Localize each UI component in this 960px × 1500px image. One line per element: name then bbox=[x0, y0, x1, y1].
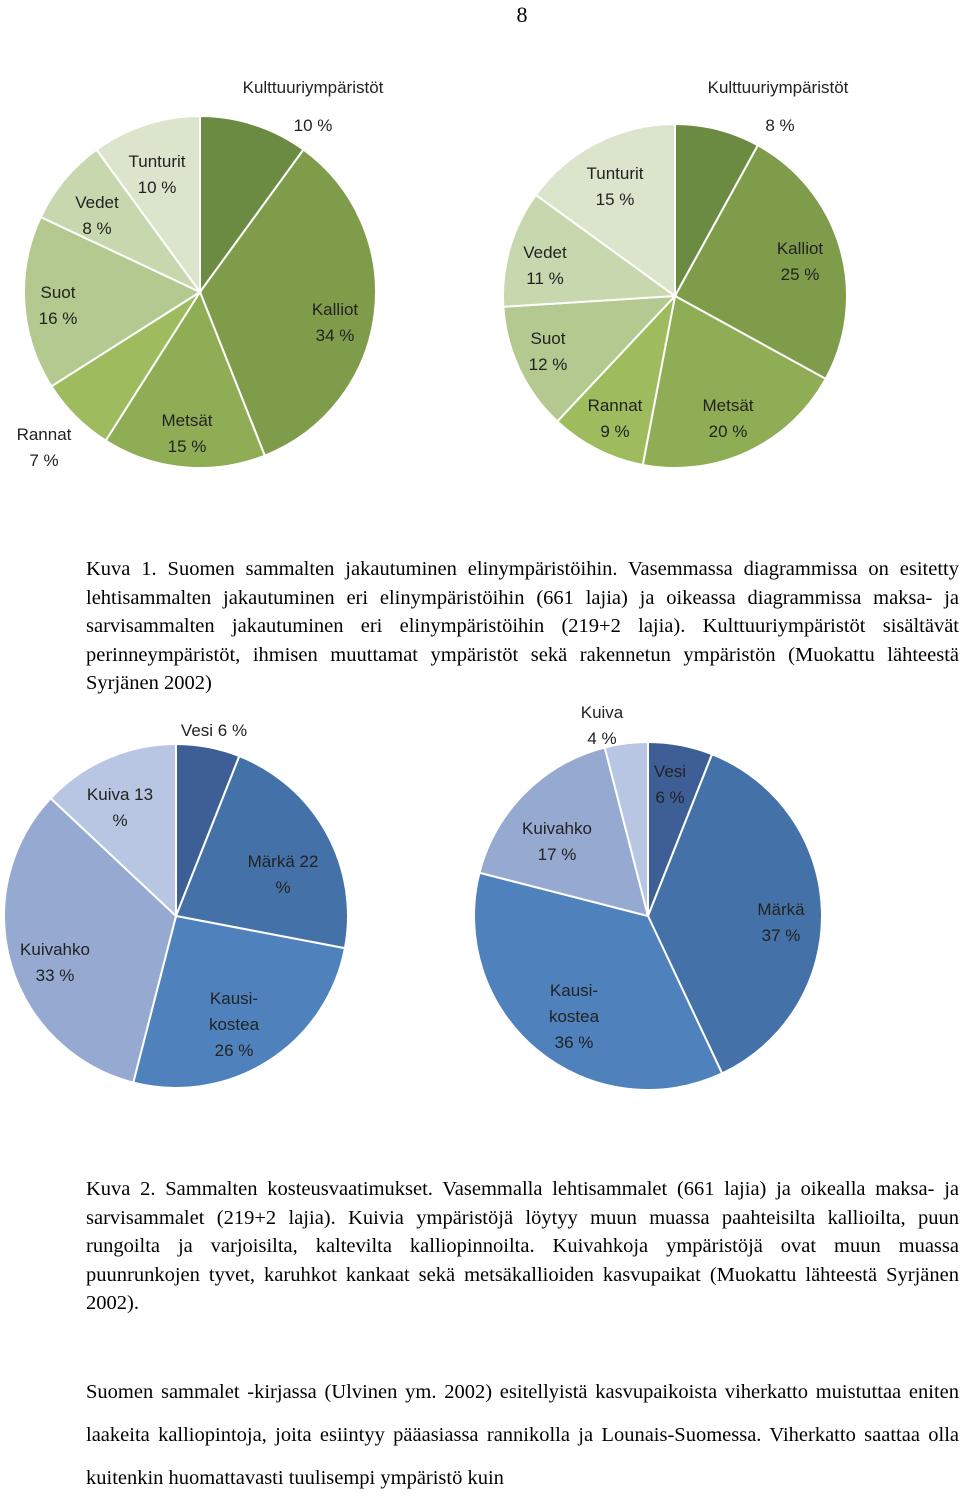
pie1-label-kulttuuri: 10 % bbox=[293, 116, 333, 135]
pie3-label-kuivahko-value: 33 % bbox=[35, 966, 75, 985]
pie4-label-kuiva-name: Kuiva bbox=[580, 703, 624, 722]
pie1-label-tunturit-value: 10 % bbox=[137, 178, 177, 197]
figure-1-caption: Kuva 1. Suomen sammalten jakautuminen elinympäristöihin. Vasemmassa diagrammissa on esitetty lehtisammalten jakautuminen eri elinympäristöihin (661 lajia) ja oikeassa diagrammissa maksa- ja sarvisammalten jakautuminen eri elinympäristöihin (219+2 lajia). Kulttuuriympäristöt sisältävät perinneympäristöt, ihmisen muuttamat ympäristöt sekä rakennetun ympäristön (Muokattu lähteestä Syrjänen 2002) bbox=[86, 558, 959, 694]
pie1-label-vedet-value: 8 % bbox=[82, 219, 112, 238]
pie3-label-marka-line2: % bbox=[275, 878, 291, 897]
pie2-slices bbox=[503, 124, 847, 468]
pie4-label-kausikostea-line3: 36 % bbox=[554, 1033, 594, 1052]
pie4-label-marka-name: Märkä bbox=[757, 900, 805, 919]
pie2-label-vedet-name: Vedet bbox=[523, 243, 567, 262]
pie4-label-kausikostea-line1: Kausi- bbox=[549, 981, 599, 1000]
pie2-label-suot-value: 12 % bbox=[528, 355, 568, 374]
pie-chart-lehtisammalet-elinymparistot bbox=[17, 78, 384, 470]
pie3-label-vesi: Vesi 6 % bbox=[180, 721, 248, 740]
pie2-label-kalliot-name: Kalliot bbox=[776, 239, 824, 258]
pie1-label-vedet-name: Vedet bbox=[75, 193, 119, 212]
pie1-label-tunturit-name: Tunturit bbox=[128, 152, 186, 171]
pie4-label-kuivahko-name: Kuivahko bbox=[522, 819, 592, 838]
pie4-label-vesi-name: Vesi bbox=[653, 762, 687, 781]
pie3-label-kuiva-line1: Kuiva 13 bbox=[86, 785, 154, 804]
pie1-label-kalliot-name: Kalliot bbox=[311, 300, 359, 319]
pie3-slices bbox=[4, 744, 348, 1088]
pie1-label-metsat-value: 15 % bbox=[167, 437, 207, 456]
pie3-label-kuivahko-name: Kuivahko bbox=[20, 940, 90, 959]
pie2-label-rannat-name: Rannat bbox=[587, 396, 643, 415]
pie4-label-kuivahko-value: 17 % bbox=[537, 845, 577, 864]
pie1-label-kalliot-value: 34 % bbox=[315, 326, 355, 345]
pie1-label-suot-value: 16 % bbox=[38, 309, 78, 328]
pie2-label-rannat-value: 9 % bbox=[600, 422, 630, 441]
pie2-label-metsat-name: Metsät bbox=[702, 396, 754, 415]
pie3-label-kuiva-line2: % bbox=[112, 811, 128, 830]
pie2-label-metsat-value: 20 % bbox=[708, 422, 748, 441]
pie1-label-suot-name: Suot bbox=[40, 283, 76, 302]
pie-chart-maksasammalet-elinymparistot bbox=[503, 78, 849, 468]
pie1-label-rannat-name: Rannat bbox=[16, 425, 72, 444]
pie2-label-tunturit-name: Tunturit bbox=[586, 164, 644, 183]
pie4-label-kuiva-value: 4 % bbox=[587, 729, 617, 748]
pie2-label-vedet-value: 11 % bbox=[526, 269, 564, 288]
pie-chart-lehtisammalet-kosteus bbox=[4, 721, 348, 1088]
pie1-label-rannat-value: 7 % bbox=[29, 451, 59, 470]
pie3-label-marka-line1: Märkä 22 bbox=[247, 852, 319, 871]
pie2-label-tunturit-value: 15 % bbox=[595, 190, 635, 209]
pie3-label-kausikostea-line1: Kausi- bbox=[209, 989, 259, 1008]
pie1-title: Kulttuuriympäristöt bbox=[242, 78, 384, 97]
page-number: 8 bbox=[516, 2, 528, 27]
pie2-label-suot-name: Suot bbox=[530, 329, 566, 348]
pie4-label-marka-value: 37 % bbox=[761, 926, 801, 945]
pie1-label-metsat-name: Metsät bbox=[161, 411, 213, 430]
figure-2-caption: Kuva 2. Sammalten kosteusvaatimukset. Vasemmalla lehtisammalet (661 lajia) ja oikealla maksa- ja sarvisammalet (219+2 lajia). Kuivia ympäristöjä löytyy muun muassa paahteisilta kallioilta, puun rungoilta ja varjoisilta, kaltevilta kalliopinnoilta. Kuivahkoja ympäristöjä ovat muun muassa puunrunkojen tyvet, karuhkot kankaat sekä metsäkallioiden kasvupaikat (Muokattu lähteestä Syrjänen 2002). bbox=[86, 1178, 959, 1314]
pie4-label-kausikostea-line2: kostea bbox=[548, 1007, 600, 1026]
pie2-label-kulttuuri: 8 % bbox=[765, 116, 795, 135]
body-paragraph: Suomen sammalet -kirjassa (Ulvinen ym. 2002) esitellyistä kasvupaikoista viherkatto muistuttaa eniten laakeita kalliopintoja, joita esiintyy pääasiassa rannikolla ja Lounais-Suomessa. Viherkatto saattaa olla kuitenkin huomattavasti tuulisempi ympäristö kuin bbox=[86, 1381, 959, 1489]
pie2-label-kalliot-value: 25 % bbox=[780, 265, 820, 284]
pie3-label-kausikostea-line2: kostea bbox=[208, 1015, 260, 1034]
pie-chart-maksasammalet-kosteus bbox=[474, 703, 822, 1090]
pie2-title: Kulttuuriympäristöt bbox=[707, 78, 849, 97]
pie3-label-kausikostea-line3: 26 % bbox=[214, 1041, 254, 1060]
pie4-label-vesi-value: 6 % bbox=[655, 788, 685, 807]
